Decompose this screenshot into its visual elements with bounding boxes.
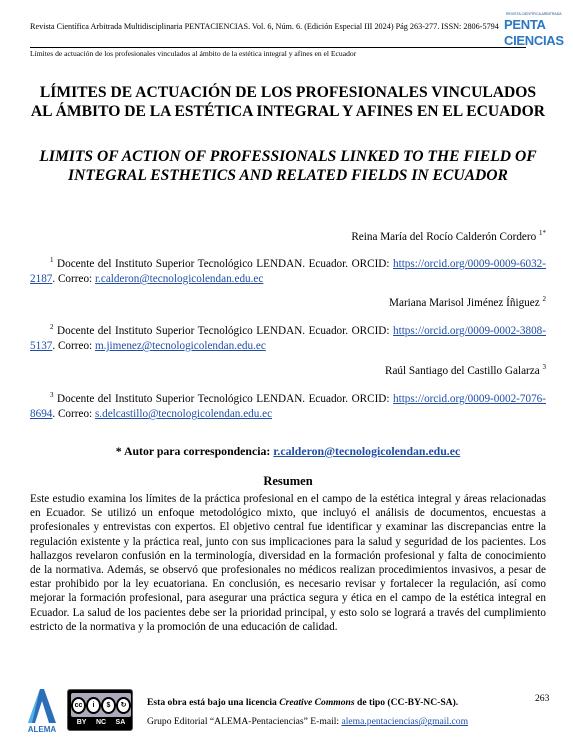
- logo-tagline: REVISTA CIENTÍFICA ARBITRADA: [506, 12, 562, 16]
- running-title: Límites de actuación de los profesionales vinculados al ámbito de la estética integral y afines en el Ecuador: [30, 49, 357, 58]
- pentaciencias-logo: [502, 12, 564, 54]
- alema-logo: [22, 685, 62, 737]
- alema-logo-icon: [22, 685, 62, 725]
- noncommercial-icon: $: [101, 697, 116, 714]
- cc-by-label: BY: [76, 719, 87, 726]
- author-1-name: Reina María del Rocío Calderón Cordero $^{1*}$: [351, 229, 546, 243]
- logo-penta: PENTA: [504, 17, 546, 32]
- abstract-body: Este estudio examina los límites de la práctica profesional en el campo de la estética integral y áreas relacionadas en Ecuador. Se utilizó un enfoque metodológico mixto, que incluyó el análisis de documentos, encuestas a profesionales y entrevistas con expertos. El objetivo central fue identificar y examinar las discrepancias entre la regulación existente y la práctica real, junto con sus implicaciones para la salud y seguridad de los pacientes. Los hallazgos revelaron confusión en la terminología, diversidad en la formación profesional y falta de conocimiento de la normativa. Además, se observó que profesionales no médicos realizan procedimientos invasivos, a pesar de estar prohibido por la ley ecuatoriana. En conclusión, es necesario revisar y fortalecer la regulación, así como mejorar la formación profesional, para asegurar una práctica segura y ética en el campo de la estética integral en Ecuador. La salud de los pacientes debe ser la prioridad principal, y esto solo se logrará a través del cumplimiento estricto de la normativa y la promoción de una educación de calidad.: [30, 493, 546, 633]
- journal-header: Revista Científica Arbitrada Multidisciplinaria PENTACIENCIAS. Vol. 6, Núm. 6. (Edición Especial III 2024) Pág 263-277. ISSN: 2806-5794: [30, 22, 499, 31]
- correspondence-email-link[interactable]: r.calderon@tecnologicolendan.edu.ec: [273, 444, 461, 458]
- sharealike-icon: ↻: [116, 697, 131, 714]
- author-1-orcid-link[interactable]: https://orcid.org/0009-0009-6032-2187: [30, 258, 546, 285]
- author-3-affiliation: $^3$ Docente del Instituto Superior Tecnológico LENDAN. Ecuador. ORCID: https://orcid.org/0009-0002-7076-8694. Correo: s.delcastillo@tecnologicolendan.edu.ec: [30, 391, 546, 420]
- cc-sa-label: SA: [115, 719, 126, 726]
- author-3-orcid-link[interactable]: https://orcid.org/0009-0002-7076-8694: [30, 393, 546, 420]
- author-2-orcid-link[interactable]: https://orcid.org/0009-0002-3808-5137: [30, 325, 546, 352]
- cc-nc-label: NC: [95, 719, 107, 726]
- title-spanish: LÍMITES DE ACTUACIÓN DE LOS PROFESIONALES VINCULADOS AL ÁMBITO DE LA ESTÉTICA INTEGRAL Y AFINES EN EL ECUADOR: [30, 84, 546, 120]
- license-notice: Esta obra está bajo una licencia Creative Commons de tipo (CC-BY-NC-SA).: [147, 697, 459, 708]
- author-2-sup: 2: [542, 295, 546, 303]
- author-2-affiliation: $^2$ Docente del Instituto Superior Tecnológico LENDAN. Ecuador. ORCID: https://orcid.org/0009-0002-3808-5137. Correo: m.jimenez@tecnologicolendan.edu.ec: [30, 323, 546, 352]
- author-1-affiliation: $^1$ Docente del Instituto Superior Tecnológico LENDAN. Ecuador. ORCID: https://orcid.org/0009-0009-6032-2187. Correo: r.calderon@tecnologicolendan.edu.ec: [30, 256, 546, 285]
- author-3-email-link[interactable]: s.delcastillo@tecnologicolendan.edu.ec: [94, 408, 273, 420]
- correspondence-line: * Autor para correspondencia: r.calderon@tecnologicolendan.edu.ec: [115, 444, 461, 458]
- cc-license-badge[interactable]: [67, 689, 133, 731]
- author-1-sup: 1*: [539, 229, 546, 237]
- attribution-icon: i: [86, 697, 101, 714]
- title-english: LIMITS OF ACTION OF PROFESSIONALS LINKED TO THE FIELD OF INTEGRAL ESTHETICS AND RELATED FIELDS IN ECUADOR: [39, 148, 537, 184]
- author-2-email-link[interactable]: m.jimenez@tecnologicolendan.edu.ec: [94, 340, 266, 352]
- author-1-email-link[interactable]: r.calderon@tecnologicolendan.edu.ec: [94, 273, 264, 285]
- editorial-email-link[interactable]: alema.pentaciencias@gmail.com: [341, 716, 469, 727]
- abstract-heading: Resumen: [263, 474, 313, 488]
- header-divider: [30, 47, 526, 48]
- alema-logo-text: ALEMA: [27, 725, 57, 734]
- logo-ciencias: CIENCIAS: [504, 33, 564, 48]
- page-number: 263: [535, 693, 550, 704]
- author-2-name: Mariana Marisol Jiménez Íñiguez $^2$: [389, 295, 546, 309]
- author-3-sup: 3: [542, 363, 546, 371]
- cc-icon: cc: [71, 697, 86, 714]
- author-3-name: Raúl Santiago del Castillo Galarza $^3$: [384, 363, 546, 377]
- editorial-notice: Grupo Editorial “ALEMA-Pentaciencias” E-mail: alema.pentaciencias@gmail.com: [147, 716, 469, 727]
